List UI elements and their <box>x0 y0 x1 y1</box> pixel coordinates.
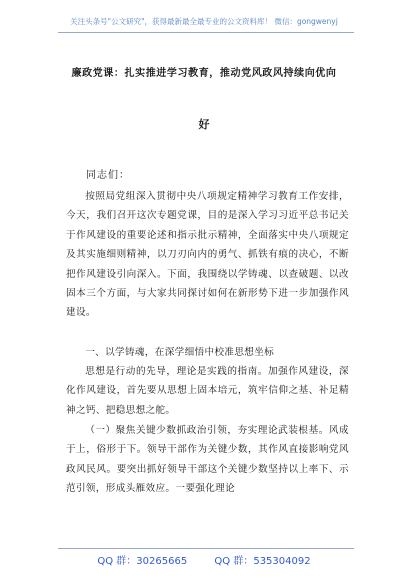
section-heading: 一、以学铸魂，在深学细悟中校准思想坐标 <box>85 347 275 358</box>
salutation: 同志们： <box>86 170 130 181</box>
footer-qq-group-2: QQ 群：535304092 <box>214 556 311 567</box>
footer-contacts <box>0 552 408 567</box>
document-title-continued: 好 <box>198 118 210 131</box>
footer-qq-group-1: QQ 群：30265665 <box>97 556 188 567</box>
body-paragraph: 按照局党组深入贯彻中央八项规定精神学习教育工作安排，今天，我们召开这次专题党课，目的是深入学习习近平总书记关于作风建设的重要论述和指示批示精神，全面落实中央八项规定及其实施细则精神，以刀刃向内的勇气、抓铁有痕的决心，不断把作风建设引向深入。下面，我围绕以学铸魂、以查破题、以改固本三个方面，与大家共同探讨如何在新形势下进一步加强作风建设。 <box>66 191 349 319</box>
body-paragraph: （一）聚焦关键少数抓政治引领，夯实理论武装根基。风成于上，俗形于下。领导干部作为关键少数，其作风直接影响党风政风民风。要突出抓好领导干部这个关键少数坚持以上率下、示范引领，形成头雁效应。一要强化理论 <box>66 425 349 495</box>
header-note: 关注头条号"公文研究"，获得最新最全最专业的公文资料库！ 微信：gongwenyj <box>70 17 338 26</box>
document-title: 廉政党课：扎实推进学习教育，推动党风政风持续向优向 <box>71 68 337 79</box>
header-divider <box>58 32 354 33</box>
body-paragraph: 思想是行动的先导，理论是实践的指南。加强作风建设，深化作风建设，首先要从思想上固本培元，筑牢信仰之基、补足精神之钙、把稳思想之舵。 <box>66 366 349 416</box>
footer-divider <box>58 548 354 549</box>
